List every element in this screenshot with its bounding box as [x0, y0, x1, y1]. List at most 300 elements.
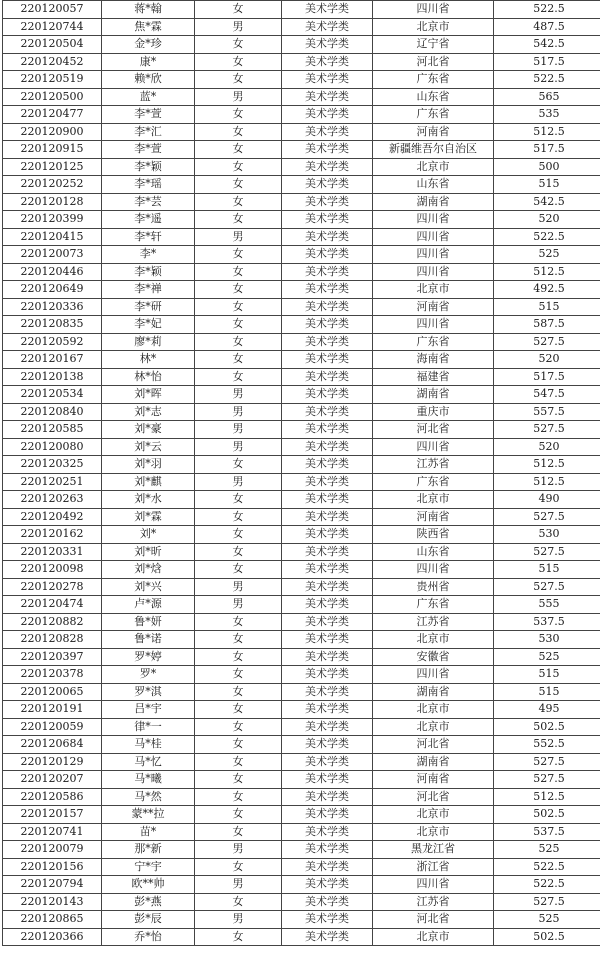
gender-cell: 女 [195, 666, 282, 684]
province-cell: 山东省 [373, 88, 494, 106]
table-row [3, 473, 600, 491]
gender-cell: 男 [195, 596, 282, 614]
table-row [3, 141, 600, 159]
gender-cell: 男 [195, 438, 282, 456]
student-name-cell: 马*桂 [102, 736, 195, 754]
gender-cell: 女 [195, 613, 282, 631]
score-cell: 517.5 [494, 141, 600, 159]
category-cell: 美术学类 [282, 333, 373, 351]
province-cell: 陕西省 [373, 526, 494, 544]
table-row [3, 701, 600, 719]
province-cell: 福建省 [373, 368, 494, 386]
gender-cell: 女 [195, 36, 282, 54]
score-cell: 522.5 [494, 858, 600, 876]
score-cell: 517.5 [494, 368, 600, 386]
student-name-cell: 李*遥 [102, 211, 195, 229]
score-cell: 535 [494, 106, 600, 124]
table-row [3, 456, 600, 474]
gender-cell: 男 [195, 228, 282, 246]
gender-cell: 女 [195, 316, 282, 334]
province-cell: 北京市 [373, 158, 494, 176]
gender-cell: 女 [195, 281, 282, 299]
student-id-cell: 220120828 [3, 631, 102, 649]
student-id-cell: 220120882 [3, 613, 102, 631]
student-name-cell: 鲁*妍 [102, 613, 195, 631]
gender-cell: 男 [195, 911, 282, 929]
gender-cell: 女 [195, 561, 282, 579]
table-row [3, 578, 600, 596]
province-cell: 四川省 [373, 316, 494, 334]
student-name-cell: 罗*婷 [102, 648, 195, 666]
gender-cell: 女 [195, 123, 282, 141]
province-cell: 辽宁省 [373, 36, 494, 54]
student-name-cell: 李*芸 [102, 193, 195, 211]
student-name-cell: 康* [102, 53, 195, 71]
gender-cell: 女 [195, 1, 282, 19]
student-name-cell: 刘*霖 [102, 508, 195, 526]
score-cell: 552.5 [494, 736, 600, 754]
gender-cell: 女 [195, 788, 282, 806]
category-cell: 美术学类 [282, 753, 373, 771]
student-id-cell: 220120794 [3, 876, 102, 894]
table-row [3, 71, 600, 89]
category-cell: 美术学类 [282, 683, 373, 701]
student-name-cell: 刘*云 [102, 438, 195, 456]
score-cell: 520 [494, 351, 600, 369]
gender-cell: 女 [195, 71, 282, 89]
category-cell: 美术学类 [282, 281, 373, 299]
gender-cell: 女 [195, 456, 282, 474]
student-name-cell: 廖*莉 [102, 333, 195, 351]
student-id-cell: 220120684 [3, 736, 102, 754]
student-name-cell: 赖*欣 [102, 71, 195, 89]
student-name-cell: 李*萱 [102, 106, 195, 124]
gender-cell: 女 [195, 736, 282, 754]
student-name-cell: 吕*宇 [102, 701, 195, 719]
category-cell: 美术学类 [282, 491, 373, 509]
student-name-cell: 宁*宇 [102, 858, 195, 876]
table-row [3, 421, 600, 439]
province-cell: 山东省 [373, 176, 494, 194]
category-cell: 美术学类 [282, 316, 373, 334]
score-cell: 517.5 [494, 53, 600, 71]
gender-cell: 女 [195, 53, 282, 71]
province-cell: 贵州省 [373, 578, 494, 596]
province-cell: 四川省 [373, 211, 494, 229]
gender-cell: 女 [195, 141, 282, 159]
student-id-cell: 220120649 [3, 281, 102, 299]
table-row [3, 211, 600, 229]
student-name-cell: 刘*水 [102, 491, 195, 509]
category-cell: 美术学类 [282, 473, 373, 491]
province-cell: 海南省 [373, 351, 494, 369]
student-name-cell: 罗*淇 [102, 683, 195, 701]
gender-cell: 女 [195, 351, 282, 369]
gender-cell: 男 [195, 403, 282, 421]
table-row [3, 876, 600, 894]
score-cell: 520 [494, 438, 600, 456]
category-cell: 美术学类 [282, 858, 373, 876]
student-id-cell: 220120252 [3, 176, 102, 194]
gender-cell: 男 [195, 421, 282, 439]
student-name-cell: 李*萱 [102, 141, 195, 159]
category-cell: 美术学类 [282, 53, 373, 71]
student-id-cell: 220120366 [3, 928, 102, 946]
table-row [3, 683, 600, 701]
student-name-cell: 李*研 [102, 298, 195, 316]
score-cell: 512.5 [494, 123, 600, 141]
gender-cell: 女 [195, 491, 282, 509]
student-name-cell: 刘*昕 [102, 543, 195, 561]
table-row [3, 158, 600, 176]
province-cell: 河南省 [373, 298, 494, 316]
province-cell: 新疆维吾尔自治区 [373, 141, 494, 159]
student-id-cell: 220120278 [3, 578, 102, 596]
score-cell: 522.5 [494, 228, 600, 246]
category-cell: 美术学类 [282, 193, 373, 211]
province-cell: 河南省 [373, 771, 494, 789]
student-name-cell: 欧**帅 [102, 876, 195, 894]
province-cell: 北京市 [373, 928, 494, 946]
student-name-cell: 彭*辰 [102, 911, 195, 929]
student-name-cell: 刘*晖 [102, 386, 195, 404]
score-cell: 537.5 [494, 823, 600, 841]
score-cell: 522.5 [494, 71, 600, 89]
score-cell: 542.5 [494, 36, 600, 54]
table-row [3, 928, 600, 946]
score-cell: 527.5 [494, 771, 600, 789]
student-id-cell: 220120900 [3, 123, 102, 141]
category-cell: 美术学类 [282, 841, 373, 859]
province-cell: 四川省 [373, 263, 494, 281]
gender-cell: 女 [195, 158, 282, 176]
student-id-cell: 220120835 [3, 316, 102, 334]
student-id-cell: 220120452 [3, 53, 102, 71]
student-name-cell: 林*怡 [102, 368, 195, 386]
student-name-cell: 李*妃 [102, 316, 195, 334]
student-name-cell: 李*颖 [102, 263, 195, 281]
student-name-cell: 李*轩 [102, 228, 195, 246]
table-row [3, 806, 600, 824]
student-name-cell: 罗* [102, 666, 195, 684]
student-name-cell: 刘* [102, 526, 195, 544]
province-cell: 四川省 [373, 438, 494, 456]
gender-cell: 女 [195, 333, 282, 351]
province-cell: 河北省 [373, 736, 494, 754]
score-cell: 522.5 [494, 876, 600, 894]
province-cell: 四川省 [373, 1, 494, 19]
student-id-cell: 220120098 [3, 561, 102, 579]
category-cell: 美术学类 [282, 596, 373, 614]
category-cell: 美术学类 [282, 368, 373, 386]
student-id-cell: 220120378 [3, 666, 102, 684]
category-cell: 美术学类 [282, 613, 373, 631]
category-cell: 美术学类 [282, 788, 373, 806]
score-cell: 515 [494, 666, 600, 684]
student-name-cell: 刘*志 [102, 403, 195, 421]
table-row [3, 88, 600, 106]
student-name-cell: 律*一 [102, 718, 195, 736]
province-cell: 北京市 [373, 631, 494, 649]
student-id-cell: 220120167 [3, 351, 102, 369]
province-cell: 浙江省 [373, 858, 494, 876]
score-cell: 557.5 [494, 403, 600, 421]
student-name-cell: 刘*豪 [102, 421, 195, 439]
student-name-cell: 马*忆 [102, 753, 195, 771]
score-cell: 502.5 [494, 718, 600, 736]
table-row [3, 36, 600, 54]
gender-cell: 女 [195, 211, 282, 229]
table-row [3, 246, 600, 264]
table-row [3, 281, 600, 299]
table-row [3, 543, 600, 561]
table-body [3, 1, 600, 946]
gender-cell: 女 [195, 858, 282, 876]
score-cell: 525 [494, 246, 600, 264]
student-id-cell: 220120138 [3, 368, 102, 386]
category-cell: 美术学类 [282, 263, 373, 281]
gender-cell: 女 [195, 683, 282, 701]
category-cell: 美术学类 [282, 456, 373, 474]
table-row [3, 508, 600, 526]
score-cell: 547.5 [494, 386, 600, 404]
category-cell: 美术学类 [282, 736, 373, 754]
province-cell: 北京市 [373, 701, 494, 719]
table-row [3, 893, 600, 911]
gender-cell: 女 [195, 193, 282, 211]
score-cell: 492.5 [494, 281, 600, 299]
score-cell: 530 [494, 631, 600, 649]
score-cell: 527.5 [494, 508, 600, 526]
table-row [3, 333, 600, 351]
student-name-cell: 乔*怡 [102, 928, 195, 946]
student-id-cell: 220120059 [3, 718, 102, 736]
student-id-cell: 220120325 [3, 456, 102, 474]
score-cell: 512.5 [494, 788, 600, 806]
student-name-cell: 马*曦 [102, 771, 195, 789]
province-cell: 湖南省 [373, 753, 494, 771]
score-cell: 512.5 [494, 456, 600, 474]
score-cell: 525 [494, 648, 600, 666]
category-cell: 美术学类 [282, 718, 373, 736]
province-cell: 江苏省 [373, 456, 494, 474]
student-name-cell: 李*瑶 [102, 176, 195, 194]
score-cell: 487.5 [494, 18, 600, 36]
province-cell: 北京市 [373, 718, 494, 736]
category-cell: 美术学类 [282, 36, 373, 54]
province-cell: 湖南省 [373, 193, 494, 211]
table-row [3, 193, 600, 211]
student-id-cell: 220120477 [3, 106, 102, 124]
category-cell: 美术学类 [282, 806, 373, 824]
province-cell: 湖南省 [373, 386, 494, 404]
student-id-cell: 220120129 [3, 753, 102, 771]
province-cell: 黑龙江省 [373, 841, 494, 859]
student-id-cell: 220120586 [3, 788, 102, 806]
student-name-cell: 林* [102, 351, 195, 369]
table-row [3, 1, 600, 19]
category-cell: 美术学类 [282, 701, 373, 719]
gender-cell: 男 [195, 386, 282, 404]
student-id-cell: 220120492 [3, 508, 102, 526]
gender-cell: 女 [195, 246, 282, 264]
student-name-cell: 金*珍 [102, 36, 195, 54]
admission-table [2, 0, 600, 946]
student-id-cell: 220120840 [3, 403, 102, 421]
category-cell: 美术学类 [282, 298, 373, 316]
table-row [3, 403, 600, 421]
gender-cell: 女 [195, 298, 282, 316]
student-id-cell: 220120534 [3, 386, 102, 404]
category-cell: 美术学类 [282, 88, 373, 106]
student-id-cell: 220120251 [3, 473, 102, 491]
table-row [3, 911, 600, 929]
category-cell: 美术学类 [282, 421, 373, 439]
student-id-cell: 220120399 [3, 211, 102, 229]
student-id-cell: 220120446 [3, 263, 102, 281]
table-row [3, 368, 600, 386]
province-cell: 广东省 [373, 333, 494, 351]
student-name-cell: 刘*羽 [102, 456, 195, 474]
category-cell: 美术学类 [282, 18, 373, 36]
province-cell: 北京市 [373, 823, 494, 841]
table-row [3, 491, 600, 509]
student-id-cell: 220120500 [3, 88, 102, 106]
student-id-cell: 220120585 [3, 421, 102, 439]
student-name-cell: 卢*源 [102, 596, 195, 614]
student-name-cell: 李*颖 [102, 158, 195, 176]
student-id-cell: 220120128 [3, 193, 102, 211]
province-cell: 河北省 [373, 788, 494, 806]
score-cell: 527.5 [494, 893, 600, 911]
student-id-cell: 220120741 [3, 823, 102, 841]
province-cell: 河南省 [373, 123, 494, 141]
student-id-cell: 220120065 [3, 683, 102, 701]
province-cell: 山东省 [373, 543, 494, 561]
student-id-cell: 220120080 [3, 438, 102, 456]
category-cell: 美术学类 [282, 561, 373, 579]
province-cell: 河北省 [373, 421, 494, 439]
score-cell: 530 [494, 526, 600, 544]
province-cell: 重庆市 [373, 403, 494, 421]
student-id-cell: 220120057 [3, 1, 102, 19]
province-cell: 河北省 [373, 53, 494, 71]
province-cell: 河南省 [373, 508, 494, 526]
student-name-cell: 那*新 [102, 841, 195, 859]
province-cell: 四川省 [373, 666, 494, 684]
table-row [3, 771, 600, 789]
gender-cell: 男 [195, 578, 282, 596]
student-name-cell: 马*然 [102, 788, 195, 806]
province-cell: 安徽省 [373, 648, 494, 666]
category-cell: 美术学类 [282, 893, 373, 911]
student-id-cell: 220120474 [3, 596, 102, 614]
table-row [3, 298, 600, 316]
gender-cell: 女 [195, 526, 282, 544]
category-cell: 美术学类 [282, 158, 373, 176]
province-cell: 广东省 [373, 596, 494, 614]
table-row [3, 316, 600, 334]
table-row [3, 351, 600, 369]
score-cell: 512.5 [494, 263, 600, 281]
table-row [3, 841, 600, 859]
table-row [3, 123, 600, 141]
province-cell: 北京市 [373, 18, 494, 36]
gender-cell: 女 [195, 263, 282, 281]
table-row [3, 736, 600, 754]
category-cell: 美术学类 [282, 666, 373, 684]
score-cell: 525 [494, 911, 600, 929]
student-id-cell: 220120191 [3, 701, 102, 719]
student-id-cell: 220120397 [3, 648, 102, 666]
category-cell: 美术学类 [282, 928, 373, 946]
score-cell: 542.5 [494, 193, 600, 211]
student-name-cell: 刘*焓 [102, 561, 195, 579]
gender-cell: 女 [195, 368, 282, 386]
gender-cell: 女 [195, 753, 282, 771]
category-cell: 美术学类 [282, 823, 373, 841]
student-id-cell: 220120263 [3, 491, 102, 509]
gender-cell: 女 [195, 771, 282, 789]
province-cell: 江苏省 [373, 613, 494, 631]
category-cell: 美术学类 [282, 228, 373, 246]
gender-cell: 女 [195, 106, 282, 124]
student-id-cell: 220120744 [3, 18, 102, 36]
gender-cell: 女 [195, 631, 282, 649]
score-cell: 527.5 [494, 543, 600, 561]
score-cell: 515 [494, 176, 600, 194]
category-cell: 美术学类 [282, 648, 373, 666]
category-cell: 美术学类 [282, 911, 373, 929]
table-row [3, 18, 600, 36]
table-row [3, 648, 600, 666]
category-cell: 美术学类 [282, 876, 373, 894]
category-cell: 美术学类 [282, 141, 373, 159]
table-row [3, 788, 600, 806]
score-cell: 527.5 [494, 578, 600, 596]
table-row [3, 176, 600, 194]
category-cell: 美术学类 [282, 123, 373, 141]
gender-cell: 女 [195, 893, 282, 911]
score-cell: 587.5 [494, 316, 600, 334]
student-id-cell: 220120415 [3, 228, 102, 246]
table-row [3, 53, 600, 71]
table-row [3, 823, 600, 841]
gender-cell: 女 [195, 176, 282, 194]
gender-cell: 女 [195, 508, 282, 526]
gender-cell: 男 [195, 841, 282, 859]
province-cell: 广东省 [373, 473, 494, 491]
score-cell: 555 [494, 596, 600, 614]
table-row [3, 438, 600, 456]
score-cell: 502.5 [494, 806, 600, 824]
province-cell: 广东省 [373, 71, 494, 89]
score-cell: 495 [494, 701, 600, 719]
gender-cell: 女 [195, 701, 282, 719]
score-cell: 527.5 [494, 333, 600, 351]
gender-cell: 女 [195, 928, 282, 946]
category-cell: 美术学类 [282, 578, 373, 596]
category-cell: 美术学类 [282, 246, 373, 264]
table-row [3, 228, 600, 246]
student-name-cell: 鲁*诺 [102, 631, 195, 649]
category-cell: 美术学类 [282, 631, 373, 649]
gender-cell: 女 [195, 543, 282, 561]
student-id-cell: 220120125 [3, 158, 102, 176]
category-cell: 美术学类 [282, 351, 373, 369]
province-cell: 四川省 [373, 246, 494, 264]
student-name-cell: 李*汇 [102, 123, 195, 141]
